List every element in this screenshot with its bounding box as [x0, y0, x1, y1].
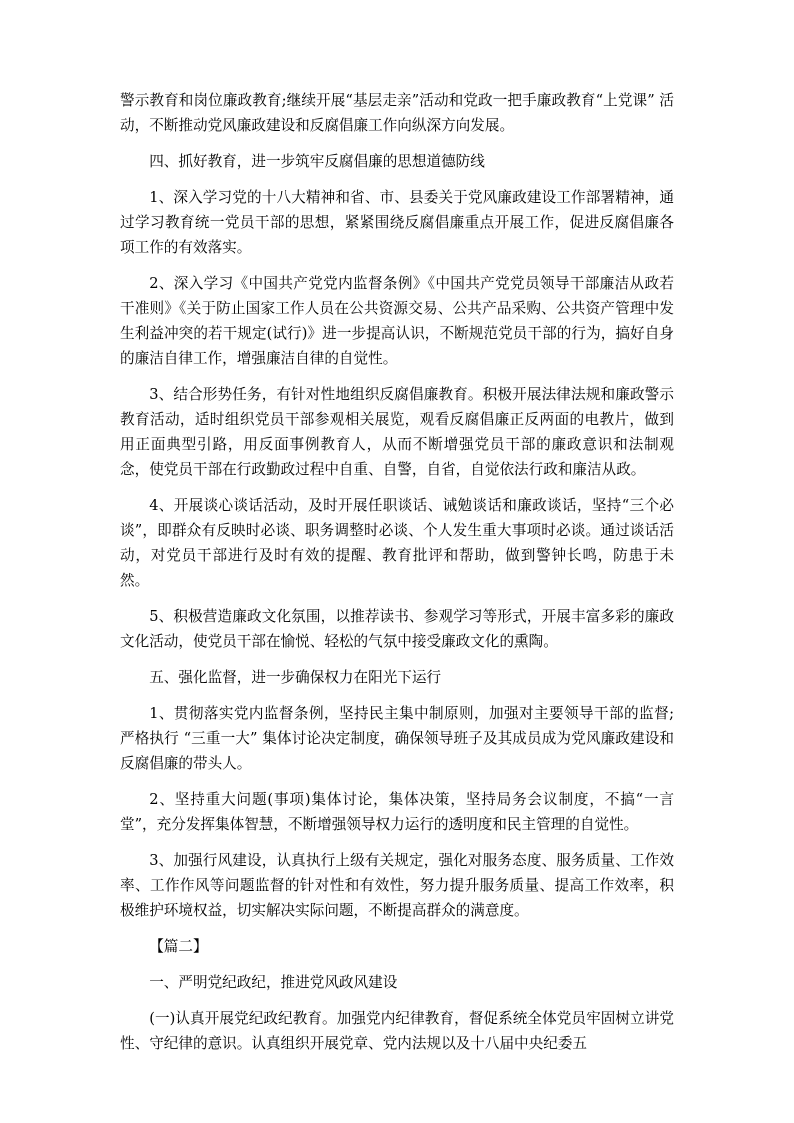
paragraph-1-1: (一)认真开展党纪政纪教育。加强党内纪律教育，督促系统全体党员牢固树立讲党性、守纪律的意识。认真组织开展党章、党内法规以及十八届中央纪委五: [120, 1010, 674, 1052]
paragraph-5-3: 3、加强行风建设，认真执行上级有关规定，强化对服务态度、服务质量、工作效率、工作作风等问题监督的针对性和有效性，努力提升服务质量、提高工作效率，积极维护环境权益，切实解决实际问题，不断提高群众的满意度。: [120, 852, 674, 919]
paragraph-4-1: 1、深入学习党的十八大精神和省、市、县委关于党风廉政建设工作部署精神，通过学习教育统一党员干部的思想，紧紧围绕反腐倡廉重点开展工作，促进反腐倡廉各项工作的有效落实。: [120, 189, 674, 256]
paragraph-5-1: 1、贯彻落实党内监督条例，坚持民主集中制原则，加强对主要领导干部的监督;严格执行 “三重一大” 集体讨论决定制度，确保领导班子及其成员成为党风廉政建设和反腐倡廉的带头人。: [120, 705, 674, 772]
section-heading-4: 四、抓好教育，进一步筑牢反腐倡廉的思想道德防线: [149, 153, 485, 170]
paragraph-continuation: 警示教育和岗位廉政教育;继续开展“基层走亲”活动和党政一把手廉政教育“上党课” 活动，不断推动党风廉政建设和反腐倡廉工作向纵深方向发展。: [120, 92, 674, 134]
chapter-heading: 【篇二】: [149, 938, 208, 955]
document-page: [120, 88, 674, 1067]
paragraph-4-3: 3、结合形势任务，有针对性地组织反腐倡廉教育。积极开展法律法规和廉政警示教育活动，适时组织党员干部参观相关展览，观看反腐倡廉正反两面的电教片，做到用正面典型引路，用反面事例教育人，从而不断增强党员干部的廉政意识和法制观念，使党员干部在行政勤政过程中自重、自警，自省，自觉依法行政和廉洁从政。: [120, 386, 674, 478]
section-heading-1: 一、严明党纪政纪，推进党风政风建设: [149, 974, 398, 991]
section-heading-5: 五、强化监督，进一步确保权力在阳光下运行: [149, 669, 442, 686]
paragraph-4-5: 5、积极营造廉政文化氛围，以推荐读书、参观学习等形式，开展丰富多彩的廉政文化活动，使党员干部在愉悦、轻松的气氛中接受廉政文化的熏陶。: [120, 608, 674, 650]
paragraph-4-2: 2、深入学习《中国共产党党内监督条例》《中国共产党党员领导干部廉洁从政若干准则》《关于防止国家工作人员在公共资源交易、公共产品采购、公共资产管理中发生利益冲突的若干规定(试行)》进一步提高认识，不断规范党员干部的行为，搞好自身的廉洁自律工作，增强廉洁自律的自觉性。: [120, 275, 674, 367]
paragraph-4-4: 4、开展谈心谈话活动，及时开展任职谈话、诫勉谈话和廉政谈话，坚持“三个必谈”，即群众有反映时必谈、职务调整时必谈、个人发生重大事项时必谈。通过谈话活动，对党员干部进行及时有效的提醒、教育批评和帮助，做到警钟长鸣，防患于未然。: [120, 497, 674, 589]
paragraph-5-2: 2、坚持重大问题(事项)集体讨论，集体决策，坚持局务会议制度，不搞“一言堂”，充分发挥集体智慧，不断增强领导权力运行的透明度和民主管理的自觉性。: [120, 791, 674, 833]
